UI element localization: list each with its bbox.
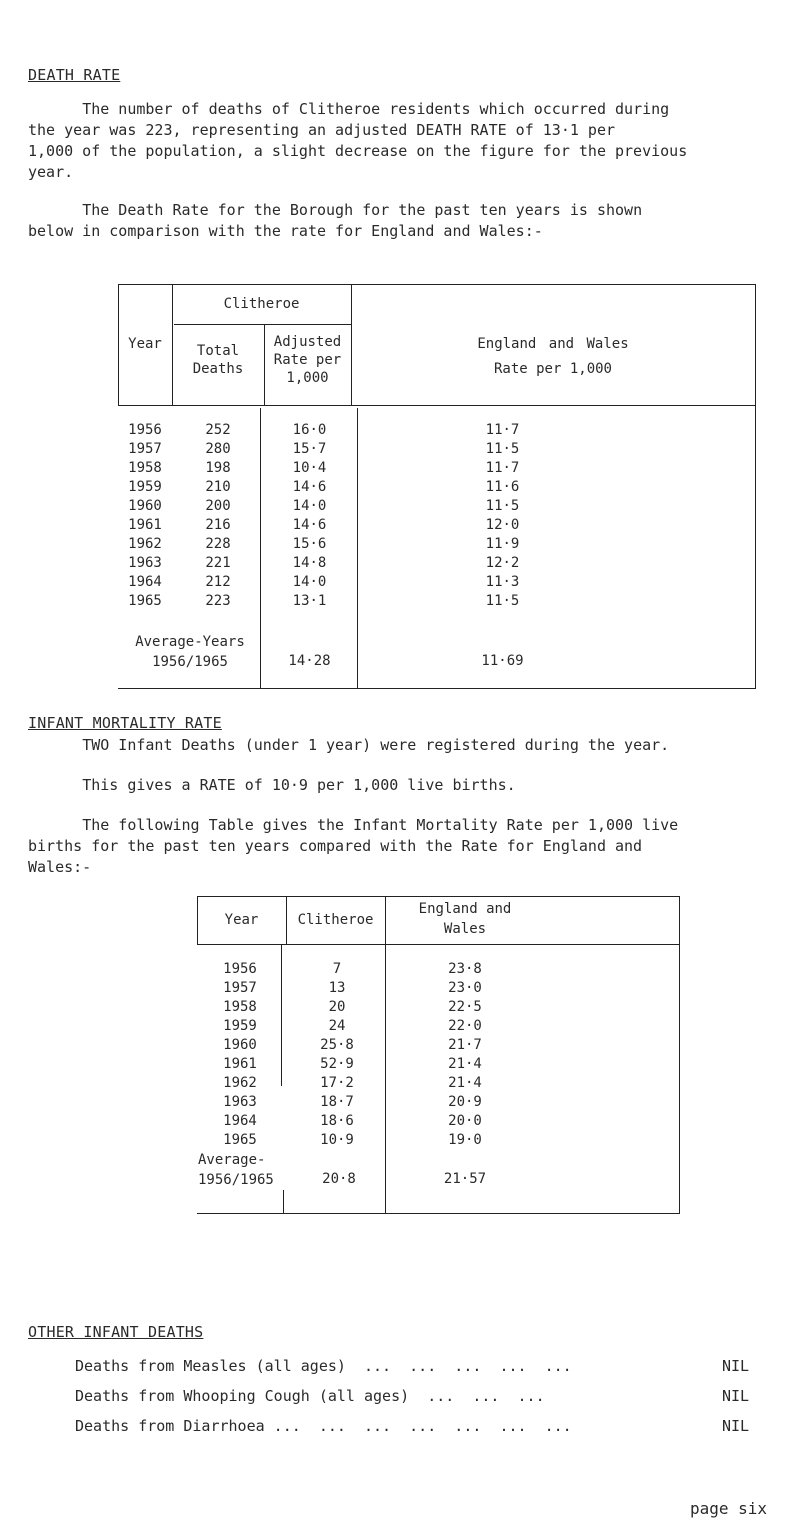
- infant-deaths-line: TWO Infant Deaths (under 1 year) were registered during the year.: [28, 736, 670, 754]
- infant-mortality-table: Year Clitheroe England and Wales 1956 7 23·8 1957 13 23·0 1958 20 22·5 1959 24 22·0 1960 25·8 21·7 1961 52·9 21·4 1962 17·2 21·4 1963 18·7 20·9 1964 18·6 20·0 1965 10·9 19·0 Average- 1956/1965 20·8 21·57: [0, 0, 801, 1100]
- diarrhoea-value: NIL: [722, 1417, 750, 1435]
- whooping-cough-label: Deaths from Whooping Cough (all ages) ... ... ...: [75, 1387, 545, 1405]
- average-england: 11·69: [481, 653, 524, 669]
- infant-average-england: 21·57: [443, 1171, 487, 1187]
- measles-value: NIL: [722, 1357, 750, 1375]
- death-rate-table: Year Clitheroe Total Deaths Adjusted Rate per 1,000 England and Wales Rate per 1,000 1956 252 16·0 11·7 1957 280 15·7 11·5 1958 198 10·4 11·7 1959 210 14·6 11·6 1960 200 14·0 11·5 1961 216 14·6 12·0 1962 228 15·6 11·9 1963 221 14·8 12·2 1964 212 14·0 11·3 1965 223 13·1 11·5 Average-Years 1956/1965 14·28 11·69: [0, 0, 801, 700]
- th-rate-per-1000: Rate per 1,000: [493, 361, 612, 377]
- infant-intro: The following Table gives the Infant Mortality Rate per 1,000 live births for the past ten years compared with the Rate for England and Wales:-: [28, 816, 679, 876]
- th-england-wales: England and Wales: [477, 336, 629, 352]
- other-infant-deaths-heading: OTHER INFANT DEATHS: [28, 1323, 204, 1341]
- th-clitheroe: Clitheroe: [223, 296, 300, 312]
- th-total-deaths: Total Deaths: [192, 343, 244, 377]
- whooping-cough-value: NIL: [722, 1387, 750, 1405]
- infant-mortality-heading: INFANT MORTALITY RATE: [28, 714, 222, 732]
- death-rate-intro: The Death Rate for the Borough for the past ten years is shown below in comparison with the rate for England and Wales:-: [28, 201, 643, 240]
- infant-average-clitheroe: 20·8: [322, 1171, 356, 1187]
- diarrhoea-label: Deaths from Diarrhoea ... ... ... ... ... ... ...: [75, 1417, 572, 1435]
- average-adjusted: 14·28: [288, 653, 331, 669]
- infant-average-label: Average- 1956/1965: [198, 1152, 274, 1188]
- th-infant-clitheroe: Clitheroe: [297, 912, 374, 928]
- infant-rate-line: This gives a RATE of 10·9 per 1,000 live births.: [28, 776, 516, 794]
- page-number: page six: [690, 1499, 768, 1518]
- th-infant-year: Year: [224, 912, 259, 928]
- death-rate-paragraph: The number of deaths of Clitheroe residents which occurred during the year was 223, representing an adjusted DEATH RATE of 13·1 per 1,000 of the population, a slight decrease on the figure for the previous year.: [28, 100, 688, 181]
- average-label: Average-Years 1956/1965: [135, 634, 245, 670]
- th-infant-england: England and Wales: [418, 901, 512, 937]
- th-adjusted-rate: Adjusted Rate per 1,000: [273, 334, 342, 386]
- th-year: Year: [128, 336, 162, 352]
- death-rate-heading: DEATH RATE: [28, 66, 121, 84]
- measles-label: Deaths from Measles (all ages) ... ... ... ... ...: [75, 1357, 572, 1375]
